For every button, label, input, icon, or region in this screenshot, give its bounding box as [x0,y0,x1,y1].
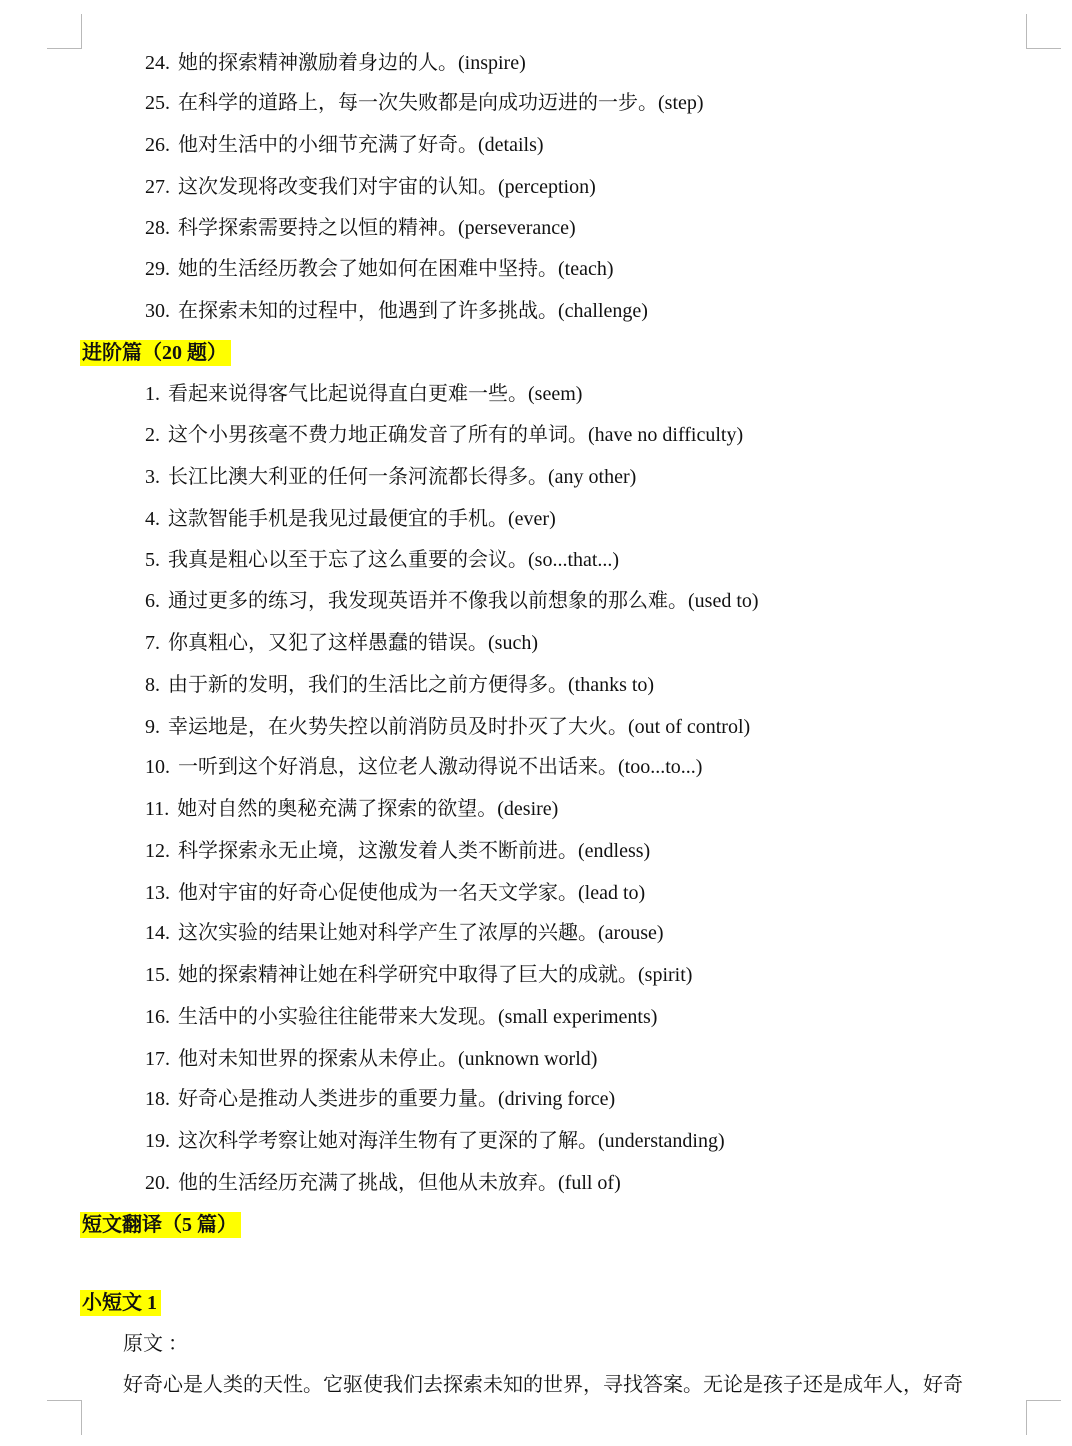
list-item [145,381,582,407]
item-text: 他对未知世界的探索从未停止。(unknown world) [178,1048,598,1070]
list-item [145,132,544,158]
list-item [145,506,556,532]
item-text: 通过更多的练习，我发现英语并不像我以前想象的那么难。(used to) [168,590,759,612]
item-number: 3. [145,466,160,488]
list-item [145,880,645,906]
item-text: 科学探索需要持之以恒的精神。(perseverance) [178,217,576,239]
list-item [145,962,692,988]
list-item [145,50,526,76]
item-text: 在科学的道路上，每一次失败都是向成功迈进的一步。(step) [178,92,704,114]
list-item [145,672,654,698]
item-text: 看起来说得客气比起说得直白更难一些。(seem) [168,383,583,405]
list-item [145,754,702,780]
original-text-label: 原文 ： [123,1333,188,1355]
list-item [145,1086,615,1112]
item-number: 29. [145,258,170,280]
item-text: 这次实验的结果让她对科学产生了浓厚的兴趣。(arouse) [178,922,664,944]
item-text: 这个小男孩毫不费力地正确发音了所有的单词。(have no difficulty) [168,424,744,446]
item-number: 1. [145,383,160,405]
item-number: 30. [145,300,170,322]
item-text: 这次发现将改变我们对宇宙的认知。(perception) [178,176,596,198]
item-number: 12. [145,840,170,862]
item-number: 25. [145,92,170,114]
list-item [145,588,759,614]
item-text: 这次科学考察让她对海洋生物有了更深的了解。(understanding) [178,1130,725,1152]
item-number: 28. [145,217,170,239]
item-text: 他对宇宙的好奇心促使他成为一名天文学家。(lead to) [178,882,646,904]
list-item [145,90,704,116]
item-number: 11. [145,798,170,820]
item-number: 15. [145,964,170,986]
item-text: 我真是粗心以至于忘了这么重要的会议。(so...that...) [168,549,620,571]
passage-paragraph: 好奇心是人类的天性。它驱使我们去探索未知的世界，寻找答案。无论是孩子还是成年人，好奇 [123,1374,963,1396]
item-number: 5. [145,549,160,571]
item-text: 由于新的发明，我们的生活比之前方便得多。(thanks to) [168,674,655,696]
list-item [145,630,538,656]
crop-mark-top-right [1026,14,1061,49]
list-item [145,796,558,822]
section-heading-translation: 短文翻译（5 篇） [80,1212,241,1238]
item-number: 9. [145,716,160,738]
item-text: 你真粗心，又犯了这样愚蠢的错误。(such) [168,632,538,654]
item-text: 这款智能手机是我见过最便宜的手机。(ever) [168,508,556,530]
list-item [145,215,576,241]
item-text: 生活中的小实验往往能带来大发现。(small experiments) [178,1006,658,1028]
list-item [145,547,619,573]
item-number: 13. [145,882,170,904]
passage-heading: 小短文 1 [80,1290,161,1316]
item-text: 好奇心是推动人类进步的重要力量。(driving force) [178,1088,616,1110]
item-text: 他的生活经历充满了挑战，但他从未放弃。(full of) [178,1172,621,1194]
item-number: 18. [145,1088,170,1110]
item-number: 19. [145,1130,170,1152]
item-number: 17. [145,1048,170,1070]
list-item [145,714,750,740]
item-text: 她的探索精神激励着身边的人。(inspire) [178,52,526,74]
item-number: 7. [145,632,160,654]
item-number: 26. [145,134,170,156]
item-number: 14. [145,922,170,944]
item-number: 24. [145,52,170,74]
item-text: 长江比澳大利亚的任何一条河流都长得多。(any other) [168,466,637,488]
item-number: 20. [145,1172,170,1194]
list-item [145,1046,597,1072]
crop-mark-bottom-right [1026,1400,1061,1435]
item-text: 幸运地是，在火势失控以前消防员及时扑灭了大火。(out of control) [168,716,751,738]
item-number: 10. [145,756,170,778]
item-text: 在探索未知的过程中，他遇到了许多挑战。(challenge) [178,300,648,322]
item-number: 2. [145,424,160,446]
item-number: 27. [145,176,170,198]
list-item [145,1004,657,1030]
list-item [145,464,636,490]
list-item [145,1128,725,1154]
item-text: 她的生活经历教会了她如何在困难中坚持。(teach) [178,258,614,280]
list-item [145,838,650,864]
item-text: 一听到这个好消息，这位老人激动得说不出话来。(too...to...) [178,756,703,778]
section-heading-advanced: 进阶篇（20 题） [80,340,231,366]
list-item [145,920,664,946]
list-item [145,422,743,448]
list-item [145,1170,621,1196]
list-item [145,174,596,200]
item-text: 她对自然的奥秘充满了探索的欲望。(desire) [177,798,559,820]
list-item [145,298,648,324]
crop-mark-bottom-left [47,1400,82,1435]
item-text: 他对生活中的小细节充满了好奇。(details) [178,134,544,156]
item-text: 科学探索永无止境，这激发着人类不断前进。(endless) [178,840,651,862]
item-number: 6. [145,590,160,612]
item-text: 她的探索精神让她在科学研究中取得了巨大的成就。(spirit) [178,964,693,986]
crop-mark-top-left [47,14,82,49]
item-number: 8. [145,674,160,696]
item-number: 4. [145,508,160,530]
item-number: 16. [145,1006,170,1028]
list-item [145,256,614,282]
